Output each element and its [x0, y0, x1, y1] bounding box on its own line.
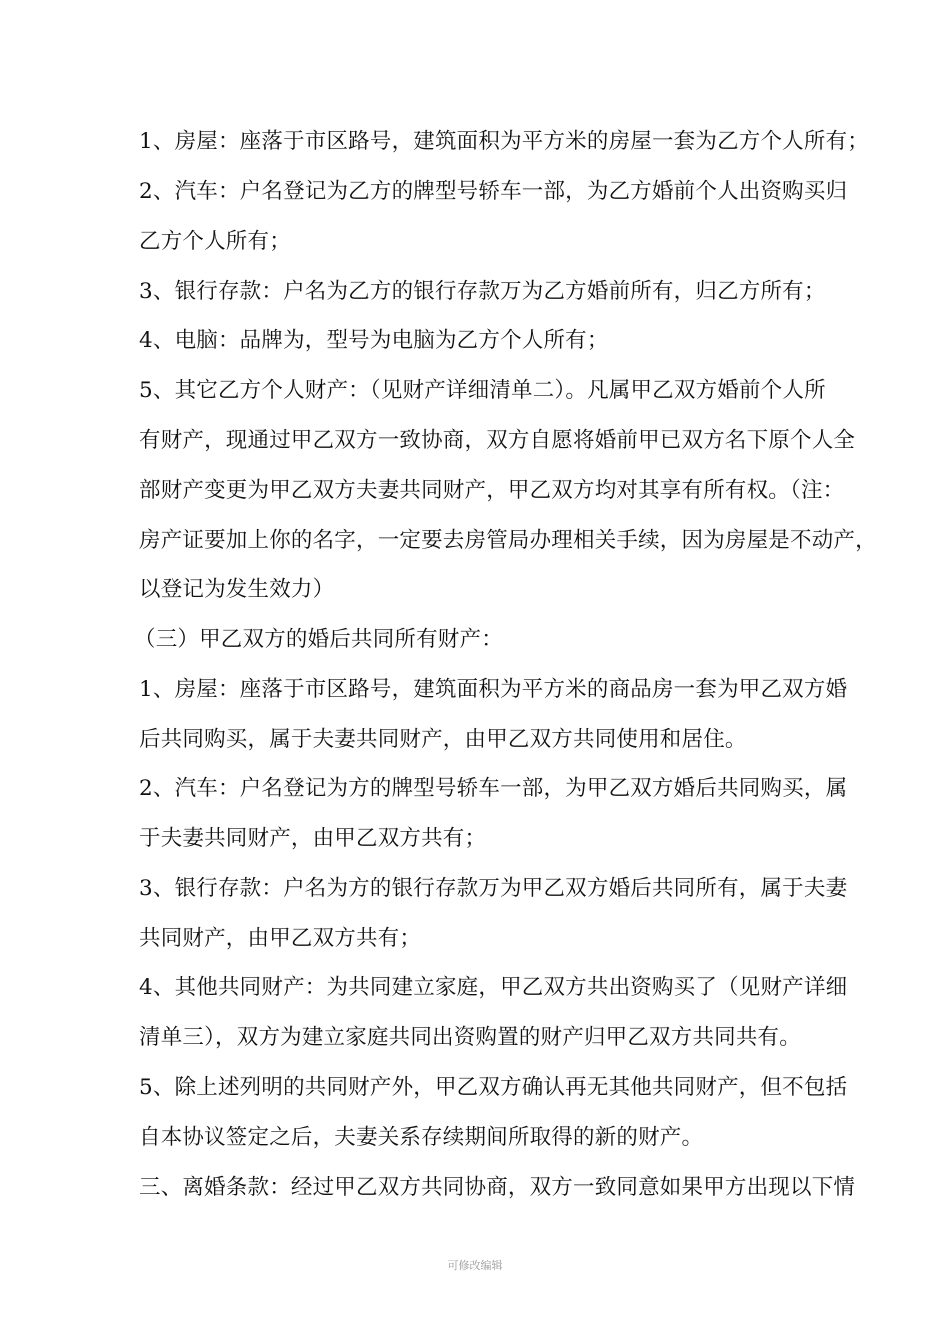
text-line: 有财产，现通过甲乙双方一致协商，双方自愿将婚前甲已双方名下原个人全: [139, 428, 856, 453]
text-line: 2、汽车：户名登记为方的牌型号轿车一部，为甲乙双方婚后共同购买，属: [139, 776, 848, 801]
text-line: 后共同购买，属于夫妻共同财产，由甲乙双方共同使用和居住。: [139, 727, 747, 752]
text-line: 清单三），双方为建立家庭共同出资购置的财产归甲乙双方共同共有。: [139, 1025, 801, 1050]
text-line: 三、离婚条款：经过甲乙双方共同协商，双方一致同意如果甲方出现以下情: [139, 1175, 856, 1200]
text-line: 3、银行存款：户名为方的银行存款万为甲乙双方婚后共同所有，属于夫妻: [139, 876, 848, 901]
text-line: 5、其它乙方个人财产：（见财产详细清单二）。凡属甲乙双方婚前个人所: [139, 378, 826, 403]
text-line: 于夫妻共同财产，由甲乙双方共有；: [139, 826, 487, 851]
text-line: 3、银行存款：户名为乙方的银行存款万为乙方婚前所有，归乙方所有；: [139, 279, 826, 304]
text-line: 共同财产，由甲乙双方共有；: [139, 926, 422, 951]
page-footer: 可修改编辑: [447, 1259, 503, 1272]
text-line: 乙方个人所有；: [139, 229, 291, 254]
section-heading: （三）甲乙双方的婚后共同所有财产：: [134, 627, 503, 652]
text-line: 房产证要加上你的名字，一定要去房管局办理相关手续，因为房屋是不动产，: [139, 528, 877, 553]
text-line: 自本协议签定之后，夫妻关系存续期间所取得的新的财产。: [139, 1125, 704, 1150]
text-line: 4、电脑：品牌为，型号为电脑为乙方个人所有；: [139, 328, 609, 353]
text-line: 1、房屋：座落于市区路号，建筑面积为平方米的房屋一套为乙方个人所有；: [139, 129, 869, 154]
text-line: 1、房屋：座落于市区路号，建筑面积为平方米的商品房一套为甲乙双方婚: [139, 677, 848, 702]
text-line: 4、其他共同财产：为共同建立家庭，甲乙双方共出资购买了（见财产详细: [139, 975, 848, 1000]
text-line: 部财产变更为甲乙双方夫妻共同财产，甲乙双方均对其享有所有权。（注：: [139, 478, 845, 503]
text-line: 5、除上述列明的共同财产外，甲乙双方确认再无其他共同财产，但不包括: [139, 1075, 848, 1100]
text-line: 以登记为发生效力）: [139, 577, 335, 602]
text-line: 2、汽车：户名登记为乙方的牌型号轿车一部，为乙方婚前个人出资购买归: [139, 179, 848, 204]
